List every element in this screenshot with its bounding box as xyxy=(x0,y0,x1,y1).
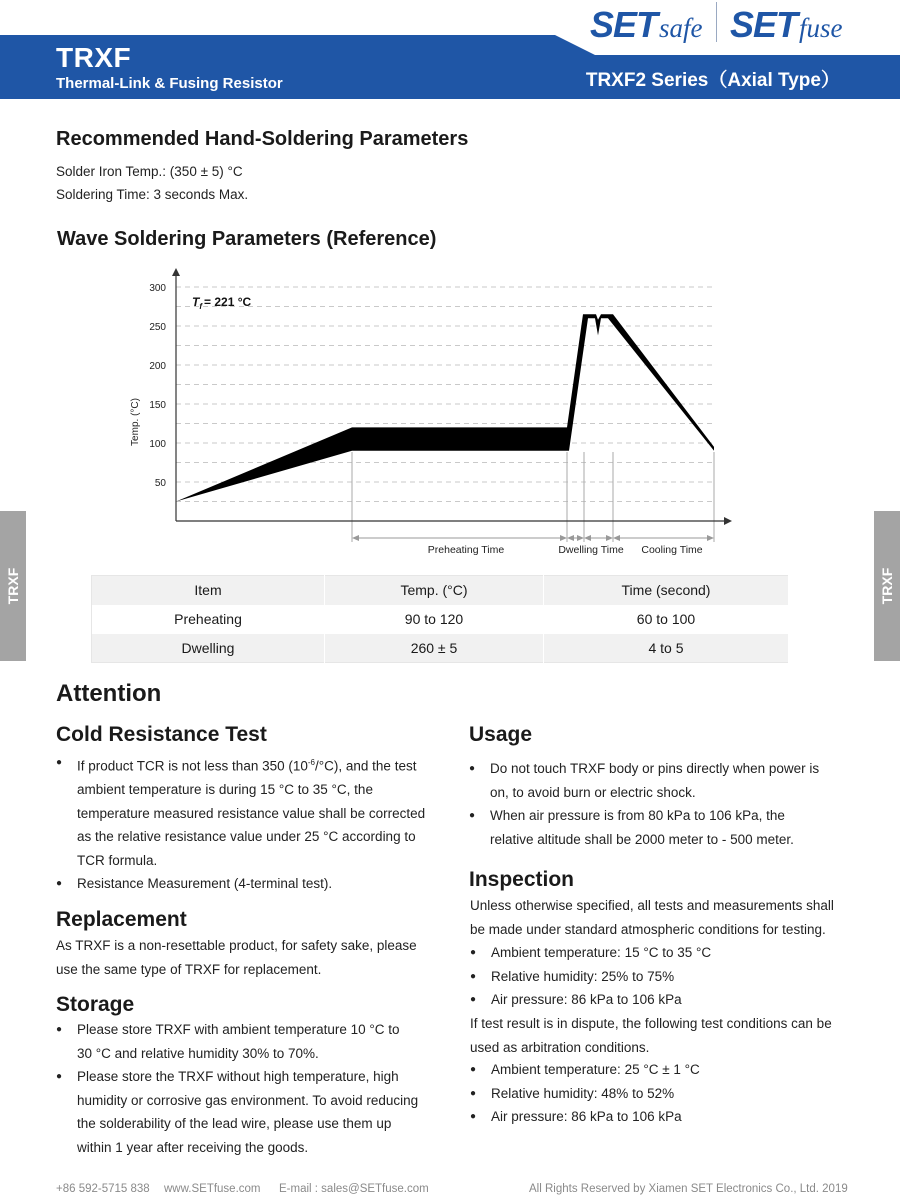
dimension-arrowhead xyxy=(707,535,714,541)
soldering-time: Soldering Time: 3 seconds Max. xyxy=(56,187,249,202)
side-tab-right: TRXF xyxy=(874,511,900,661)
list-item: ● When air pressure is from 80 kPa to 106 kPa, the relative altitude shall be 2000 meter to - 500 meter. xyxy=(469,804,869,851)
list-item: ● Do not touch TRXF body or pins directly when power is on, to avoid burn or electric shock. xyxy=(469,757,869,804)
side-tab-left: TRXF xyxy=(0,511,26,661)
inspection-dispute-text: If test result is in dispute, the following test conditions can be used as arbitration conditions. xyxy=(470,1016,832,1055)
table-header-row xyxy=(92,576,789,605)
phase-label-dwelling: Dwelling Time xyxy=(558,544,624,556)
y-tick-label: 250 xyxy=(149,322,166,333)
footer-copyright: All Rights Reserved by Xiamen SET Electronics Co., Ltd. 2019 xyxy=(529,1183,848,1195)
cold-resistance-heading: Cold Resistance Test xyxy=(56,723,267,746)
y-axis-arrow xyxy=(172,268,180,276)
phase-boundary-lines xyxy=(352,452,714,542)
dimension-arrowhead xyxy=(567,535,574,541)
series-label: TRXF2 Series（Axial Type） xyxy=(585,70,840,91)
cold-resistance-list xyxy=(56,751,456,896)
dimension-arrowhead xyxy=(560,535,567,541)
table-cell: Preheating xyxy=(92,605,325,634)
replacement-heading: Replacement xyxy=(56,908,187,931)
list-item: ● Relative humidity: 48% to 52% xyxy=(470,1082,870,1106)
dimension-arrowhead xyxy=(584,535,591,541)
wave-soldering-chart xyxy=(120,262,740,562)
wave-soldering-heading: Wave Soldering Parameters (Reference) xyxy=(57,228,437,250)
page-subtitle: Thermal-Link & Fusing Resistor xyxy=(56,75,283,92)
attention-heading: Attention xyxy=(56,680,162,707)
table-cell: Dwelling xyxy=(92,634,325,663)
y-tick-label: 50 xyxy=(154,478,166,489)
list-item: ● Ambient temperature: 25 °C ± 1 °C xyxy=(470,1058,870,1082)
dimension-arrowhead xyxy=(613,535,620,541)
y-tick-label: 150 xyxy=(149,400,166,411)
table-header-cell: Time (second) xyxy=(544,576,789,605)
list-item: ● Resistance Measurement (4-terminal test). xyxy=(56,872,456,896)
setsafe-logo: SETsafe xyxy=(590,4,703,45)
table-cell: 60 to 100 xyxy=(544,605,789,634)
usage-heading: Usage xyxy=(469,723,533,746)
logo-divider xyxy=(716,2,717,42)
phase-dimension-arrows xyxy=(352,535,714,541)
storage-list xyxy=(56,1018,456,1159)
list-item: ● Air pressure: 86 kPa to 106 kPa xyxy=(470,988,870,1012)
hand-soldering-heading: Recommended Hand-Soldering Parameters xyxy=(56,128,469,150)
table-cell: 90 to 120 xyxy=(325,605,544,634)
inspection-intro: Unless otherwise specified, all tests and measurements shall be made under standard atmospheric conditions for testing. xyxy=(470,898,834,937)
table-header-cell: Temp. (°C) xyxy=(325,576,544,605)
dimension-arrowhead xyxy=(352,535,359,541)
temperature-profile-band xyxy=(176,314,714,501)
y-tick-label: 300 xyxy=(149,283,166,294)
replacement-text: As TRXF is a non-resettable product, for safety sake, please use the same type of TRXF for replacement. xyxy=(56,938,417,977)
header-banner xyxy=(0,0,900,100)
setfuse-logo: SETfuse xyxy=(730,4,843,45)
y-tick-label: 100 xyxy=(149,439,166,450)
footer-email[interactable]: E-mail : sales@SETfuse.com xyxy=(279,1183,429,1195)
chart-y-ticks xyxy=(149,283,166,489)
tf-annotation: $T_f = 221$ °C xyxy=(192,295,252,311)
y-tick-label: 200 xyxy=(149,361,166,372)
phase-label-preheating: Preheating Time xyxy=(427,544,505,556)
solder-iron-temp: Solder Iron Temp.: (350 ± 5) °C xyxy=(56,164,243,179)
list-item: ● Air pressure: 86 kPa to 106 kPa xyxy=(470,1105,870,1129)
page-title: TRXF xyxy=(56,42,132,73)
list-item: ● Ambient temperature: 15 °C to 35 °C xyxy=(470,941,870,965)
wave-params-table xyxy=(91,575,789,663)
inspection-standard-list xyxy=(470,941,870,1012)
table-cell: 260 ± 5 xyxy=(325,634,544,663)
phase-label-cooling: Cooling Time xyxy=(641,544,703,556)
footer-website[interactable]: www.SETfuse.com xyxy=(164,1183,261,1195)
table-row xyxy=(92,605,789,634)
inspection-heading: Inspection xyxy=(469,868,575,891)
table-header-cell: Item xyxy=(92,576,325,605)
dimension-arrowhead xyxy=(606,535,613,541)
dimension-arrowhead xyxy=(577,535,584,541)
usage-list xyxy=(469,757,869,851)
storage-heading: Storage xyxy=(56,993,135,1016)
inspection-arbitration-list xyxy=(470,1058,870,1129)
y-axis-label: Temp. (°C) xyxy=(130,398,141,446)
list-item: ● If product TCR is not less than 350 $(10^{-6}/^\circ C)$, and the test ambient temperature is during 15 °C to 35 °C, the temperature measured resistance value shall be corrected as the relative resistance value under 25 °C according to TCR formula. xyxy=(56,751,456,872)
table-row xyxy=(92,634,789,663)
list-item: ● Relative humidity: 25% to 75% xyxy=(470,965,870,989)
table-cell: 4 to 5 xyxy=(544,634,789,663)
x-axis-arrow xyxy=(724,517,732,525)
footer-phone: +86 592-5715 838 xyxy=(56,1183,150,1195)
list-item: ● Please store TRXF with ambient temperature 10 °C to 30 °C and relative humidity 30% to 70%. xyxy=(56,1018,456,1065)
list-item: ● Please store the TRXF without high temperature, high humidity or corrosive gas environment. To avoid reducing the solderability of the lead wire, please use them up within 1 year after receiving the goods. xyxy=(56,1065,456,1159)
